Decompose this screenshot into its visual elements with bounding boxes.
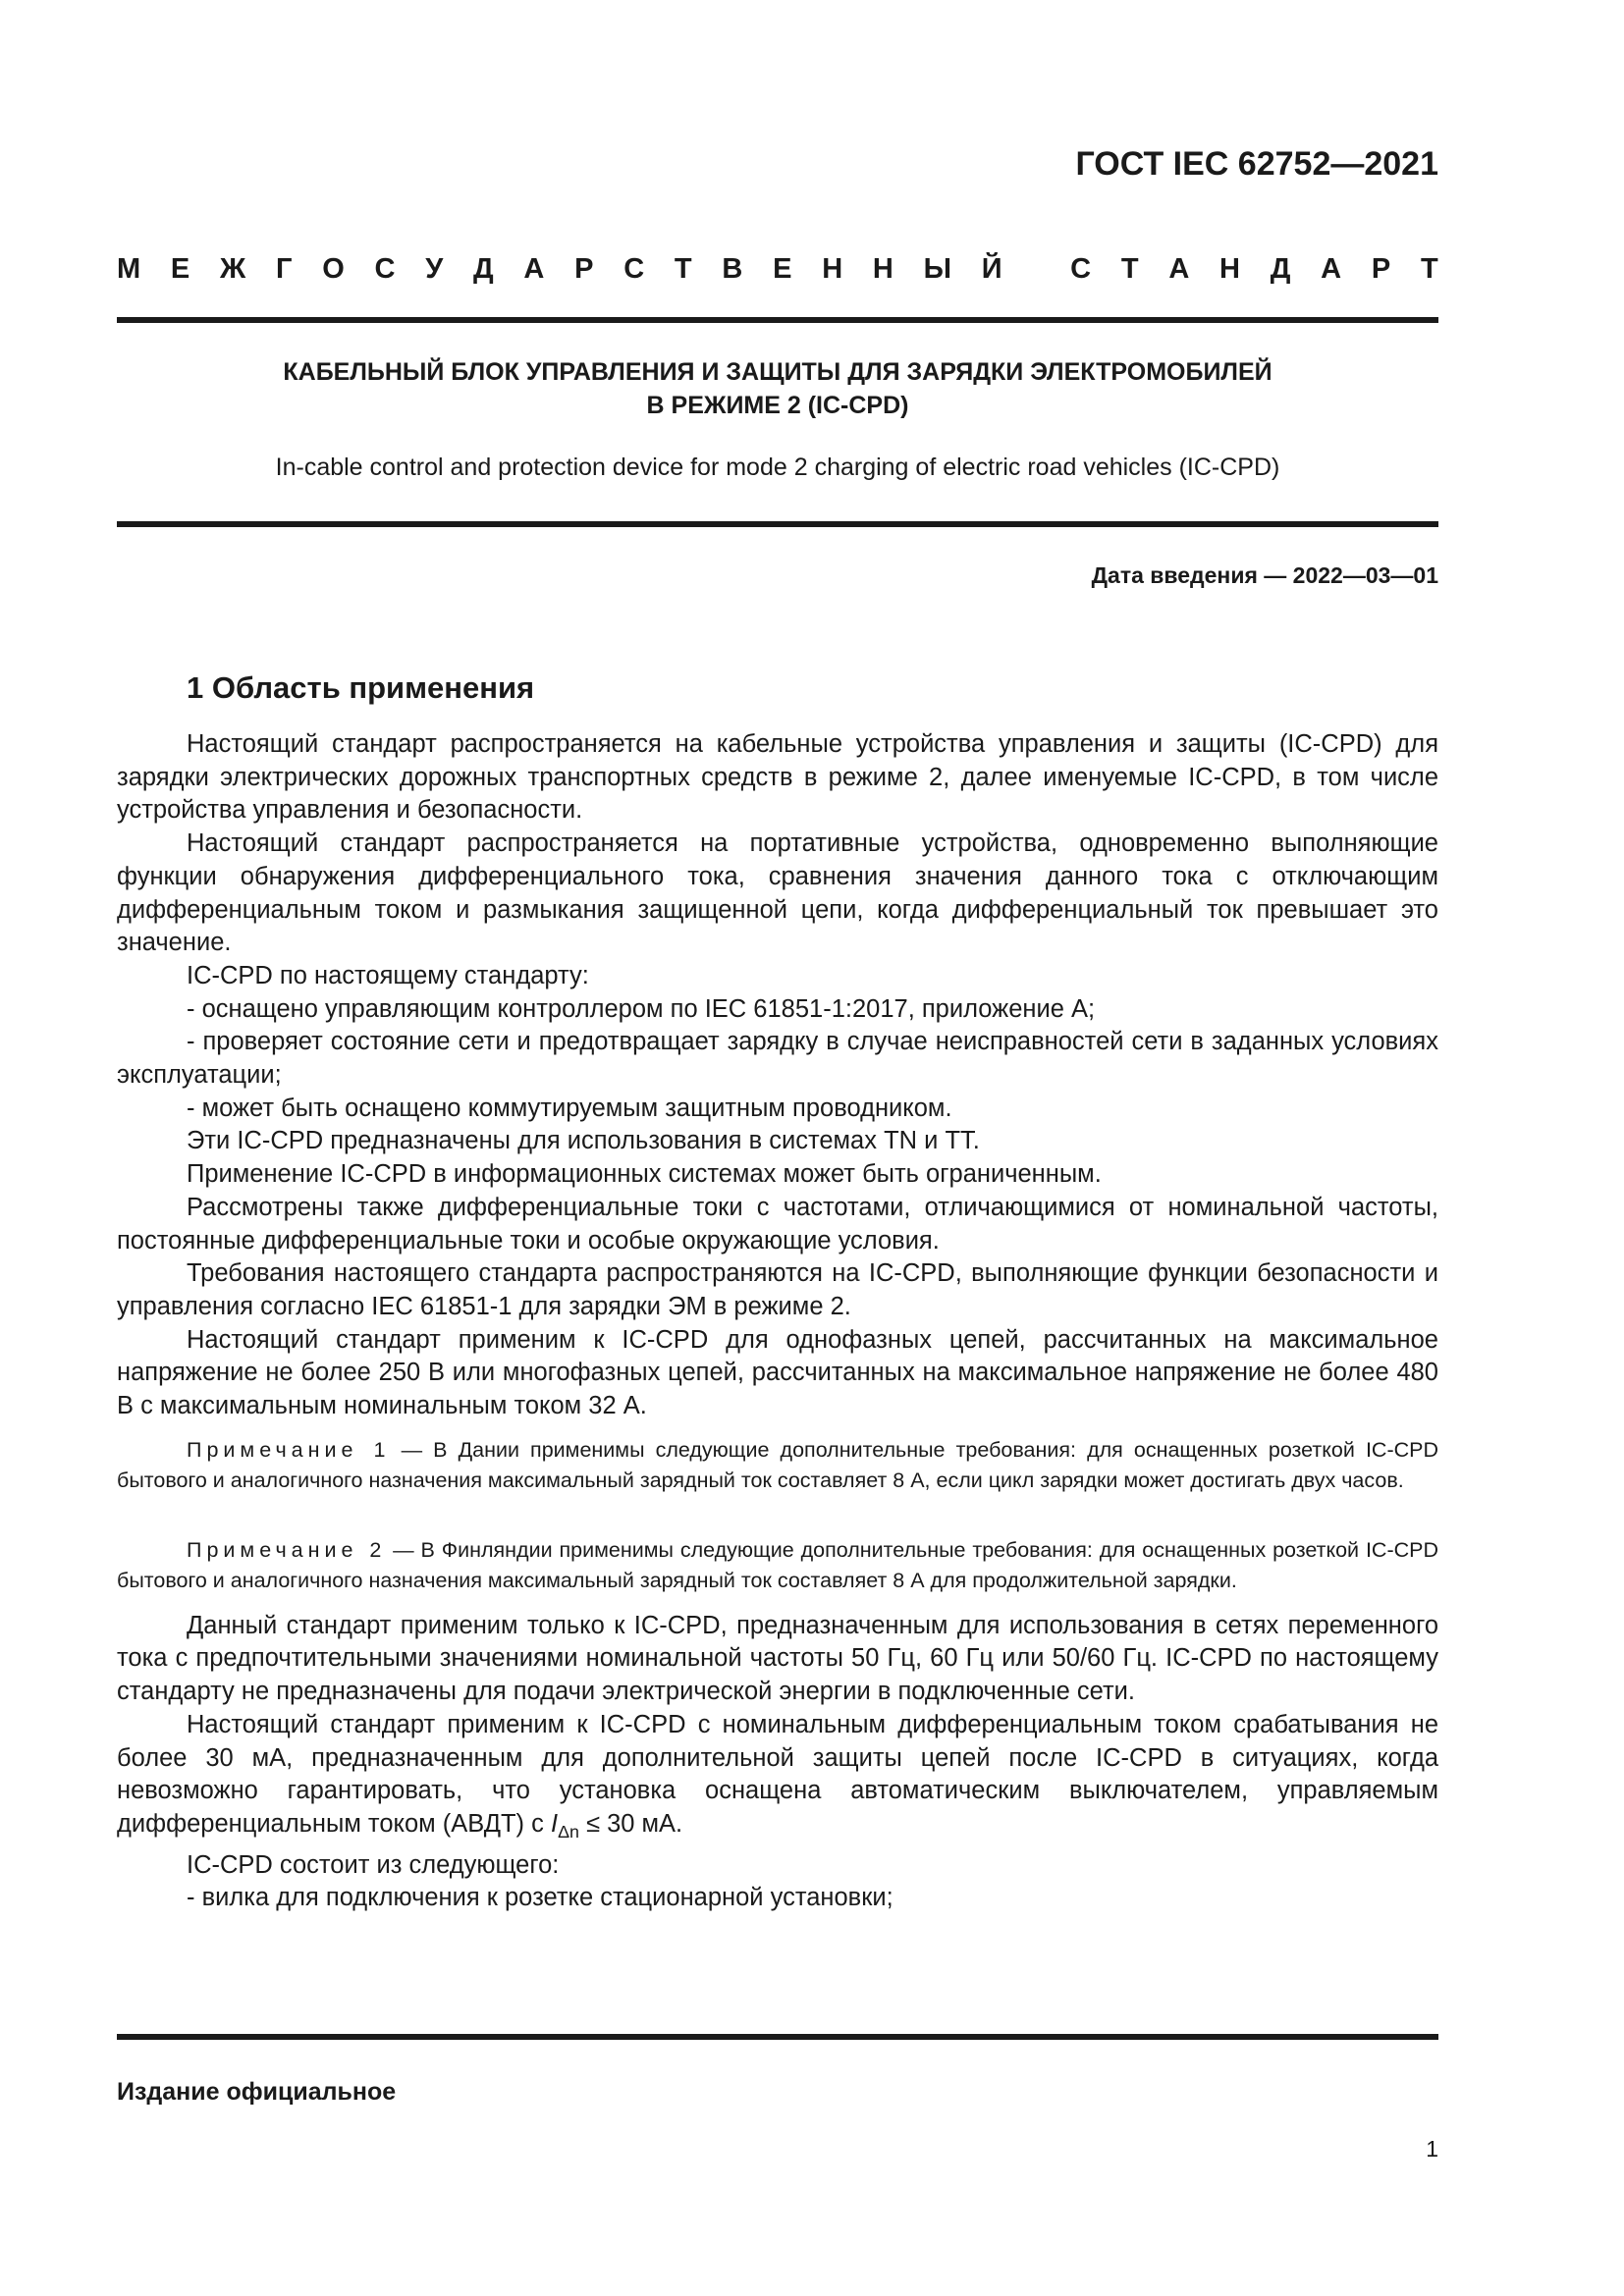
rcd-symbol: I [550, 1809, 559, 1838]
paragraph: Применение IC-CPD в информационных системах может быть ограниченным. [187, 1160, 1102, 1189]
section-body [117, 728, 1438, 1915]
paragraph: Требования настоящего стандарта распространяются на IC-CPD, выполняющие функции безопасности и управления согласно IEC 61851-1 для зарядки ЭМ в режиме 2. [117, 1259, 1438, 1320]
heading-letter [1032, 253, 1040, 286]
paragraph: Эти IC-CPD предназначены для использования в системах TN и TT. [187, 1127, 980, 1155]
list-item: - оснащено управляющим контроллером по IEC 61851-1:2017, приложение А; [187, 994, 1096, 1023]
heading-letter: Д [473, 253, 494, 285]
standard-kind-heading [117, 253, 1438, 286]
rcd-text-before: Настоящий стандарт применим к IC-CPD с номинальным дифференциальным током срабатывания не более 30 мА, предназначенным для дополнительной защиты цепей после IC-CPD в ситуациях, когда невозможно гарантировать, что установка оснащена автоматическим выключателем, управляемым дифференциальным током (АВДТ) с [117, 1710, 1438, 1838]
heading-letter: Д [1270, 253, 1291, 285]
heading-letter: Н [1219, 253, 1240, 285]
note-2 [117, 1535, 1438, 1596]
rcd-text-after: ≤ 30 мА. [578, 1809, 683, 1838]
paragraph-rcd [117, 1709, 1438, 1849]
paragraph: Настоящий стандарт распространяется на портативные устройства, одновременно выполняющие функции обнаружения дифференциального тока, сравнения значения данного тока с отключающим дифференциальным током и размыкания защищенной цепи, когда дифференциальный ток превышает это значение. [117, 829, 1438, 957]
heading-letter: Р [574, 253, 594, 285]
section-heading: 1 Область применения [187, 670, 535, 705]
heading-letter: В [722, 253, 743, 285]
note-1 [117, 1435, 1438, 1496]
heading-letter: Р [1371, 253, 1391, 285]
heading-letter: Ы [923, 253, 951, 285]
heading-letter: Т [674, 253, 692, 285]
heading-letter: Й [981, 253, 1002, 285]
heading-letter: А [1321, 253, 1342, 285]
footer-rule [117, 2034, 1438, 2040]
note-1-text: — В Дании применимы следующие дополнительные требования: для оснащенных розеткой IC-CPD бытового и аналогичного назначения максимальный зарядный ток составляет 8 А, если цикл зарядки может достигать двух часов. [117, 1437, 1438, 1492]
heading-letter: Н [822, 253, 843, 285]
document-title-ru [117, 355, 1438, 422]
paragraph: Настоящий стандарт распространяется на кабельные устройства управления и защиты (IC-CPD) для зарядки электрических дорожных транспортных средств в режиме 2, далее именуемые IC-CPD, в том числе устройства управления и безопасности. [117, 730, 1438, 825]
note-2-label: Примечание 2 [187, 1537, 387, 1562]
paragraph: Рассмотрены также дифференциальные токи с частотами, отличающимися от номинальной частоты, постоянные дифференциальные токи и особые окружающие условия. [117, 1193, 1438, 1255]
rcd-subscript: Δn [558, 1822, 579, 1842]
standard-code: ГОСТ IEC 62752—2021 [1075, 145, 1438, 183]
heading-letter: А [523, 253, 545, 285]
introduction-date: Дата введения — 2022—03—01 [1091, 562, 1438, 588]
heading-letter: С [1070, 253, 1092, 285]
heading-letter: А [1168, 253, 1190, 285]
heading-letter: У [425, 253, 444, 285]
title-ru-line1: КАБЕЛЬНЫЙ БЛОК УПРАВЛЕНИЯ И ЗАЩИТЫ ДЛЯ ЗАРЯДКИ ЭЛЕКТРОМОБИЛЕЙ [283, 358, 1272, 386]
heading-letter: Е [170, 253, 190, 285]
edition-label: Издание официальное [117, 2078, 397, 2106]
paragraph: IC-CPD состоит из следующего: [187, 1850, 560, 1879]
heading-letter: Т [1420, 253, 1438, 285]
note-2-text: — В Финляндии применимы следующие дополнительные требования: для оснащенных розеткой IC-CPD бытового и аналогичного назначения максимальный зарядный ток составляет 8 А для продолжительной зарядки. [117, 1537, 1438, 1592]
heading-letter: Ж [220, 253, 246, 285]
heading-letter: Т [1120, 253, 1139, 285]
list-item: - может быть оснащено коммутируемым защитным проводником. [187, 1094, 952, 1122]
list-item: - вилка для подключения к розетке стационарной установки; [187, 1884, 893, 1912]
title-rule [117, 521, 1438, 527]
paragraph: Данный стандарт применим только к IC-CPD, предназначенным для использования в сетях переменного тока с предпочтительными значениями номинальной частоты 50 Гц, 60 Гц или 50/60 Гц. IC-CPD по настоящему стандарту не предназначены для подачи электрической энергии в подключенные сети. [117, 1611, 1438, 1706]
heading-letter: О [322, 253, 345, 285]
paragraph: IC-CPD по настоящему стандарту: [187, 961, 589, 989]
list-item: - проверяет состояние сети и предотвращает зарядку в случае неисправностей сети в заданных условиях эксплуатации; [117, 1028, 1438, 1090]
paragraph: Настоящий стандарт применим к IC-CPD для однофазных цепей, рассчитанных на максимальное напряжение не более 250 В или многофазных цепей, рассчитанных на максимальное напряжение не более 480 В с максимальным номинальным током 32 А. [117, 1325, 1438, 1420]
heading-letter: С [623, 253, 645, 285]
heading-letter: Е [773, 253, 792, 285]
document-title-en: In-cable control and protection device for mode 2 charging of electric road vehicles (IC-CPD) [275, 454, 1280, 481]
note-1-label: Примечание 1 [187, 1437, 391, 1462]
heading-letter: М [117, 253, 141, 285]
heading-letter: Н [872, 253, 893, 285]
heading-letter: Г [275, 253, 293, 285]
title-ru-line2: В РЕЖИМЕ 2 (IC-CPD) [646, 392, 909, 419]
page-number: 1 [1426, 2136, 1438, 2162]
heading-letter: С [374, 253, 396, 285]
top-rule [117, 317, 1438, 323]
